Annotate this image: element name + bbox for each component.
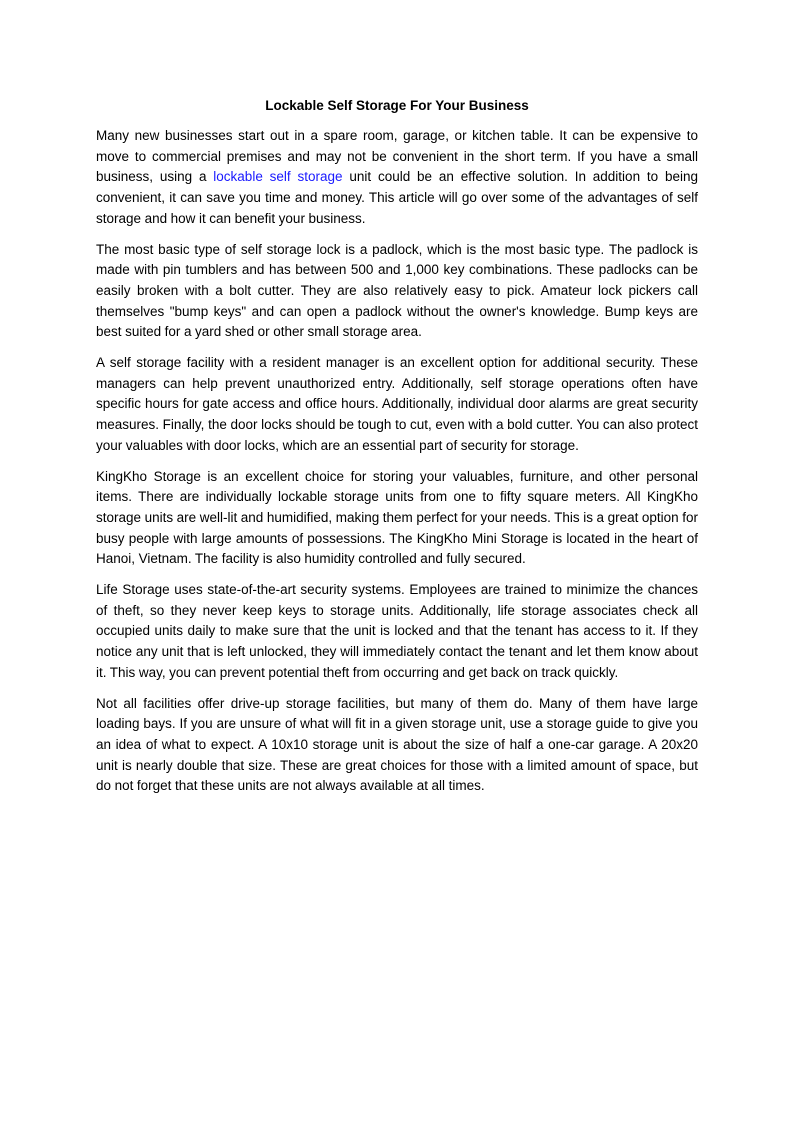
paragraph-intro-text-after: unit could be an effective solution. In addition to being convenient, it can save you time and money. This article will go over some of the advantages of self storage and how it can benefit your business. — [96, 169, 699, 226]
document-page — [96, 96, 698, 807]
paragraph-resident-manager: A self storage facility with a resident manager is an excellent option for additional security. These managers can help prevent unauthorized entry. Additionally, self storage operations often have specific hours for gate access and office hours. Additionally, individual door alarms are great security measures. Finally, the door locks should be tough to cut, even with a bold cutter. You can also protect your valuables with door locks, which are an essential part of security for storage. — [96, 355, 698, 453]
paragraph-padlock: The most basic type of self storage lock is a padlock, which is the most basic type. The padlock is made with pin tumblers and has between 500 and 1,000 key combinations. These padlocks can be easily broken with a bolt cutter. They are also relatively easy to pick. Amateur lock pickers call themselves "bump keys" and can open a padlock without the owner's knowledge. Bump keys are best suited for a yard shed or other small storage area. — [96, 241, 698, 340]
paragraph-intro-text-before: Many new businesses start out in a spare room, garage, or kitchen table. It can be expensive to move to commercial premises and may not be convenient in the short term. If you have a small business, using a — [96, 128, 698, 185]
lockable-self-storage-link[interactable]: lockable self storage — [213, 169, 343, 185]
paragraph-kingkho: KingKho Storage is an excellent choice for storing your valuables, furniture, and other personal items. There are individually lockable storage units from one to fifty square meters. All KingKho storage units are well-lit and humidified, making them perfect for your needs. This is a great option for busy people with large amounts of possessions. The KingKho Mini Storage is located in the heart of Hanoi, Vietnam. The facility is also humidity controlled and fully secured. — [96, 468, 698, 567]
document-title: Lockable Self Storage For Your Business — [265, 98, 529, 113]
paragraph-intro — [96, 126, 698, 230]
paragraph-life-storage: Life Storage uses state-of-the-art security systems. Employees are trained to minimize the chances of theft, so they never keep keys to storage units. Additionally, life storage associates check all occupied units daily to make sure that the unit is locked and that the tenant has access to it. If they notice any unit that is left unlocked, they will immediately contact the tenant and let them know about it. This way, you can prevent potential theft from occurring and get back on track quickly. — [96, 582, 698, 680]
paragraph-drive-up: Not all facilities offer drive-up storage facilities, but many of them do. Many of them have large loading bays. If you are unsure of what will fit in a given storage unit, use a storage guide to give you an idea of what to expect. A 10x10 storage unit is about the size of half a one-car garage. A 20x20 unit is nearly double that size. These are great choices for those with a limited amount of space, but do not forget that these units are not always available at all times. — [96, 695, 698, 794]
